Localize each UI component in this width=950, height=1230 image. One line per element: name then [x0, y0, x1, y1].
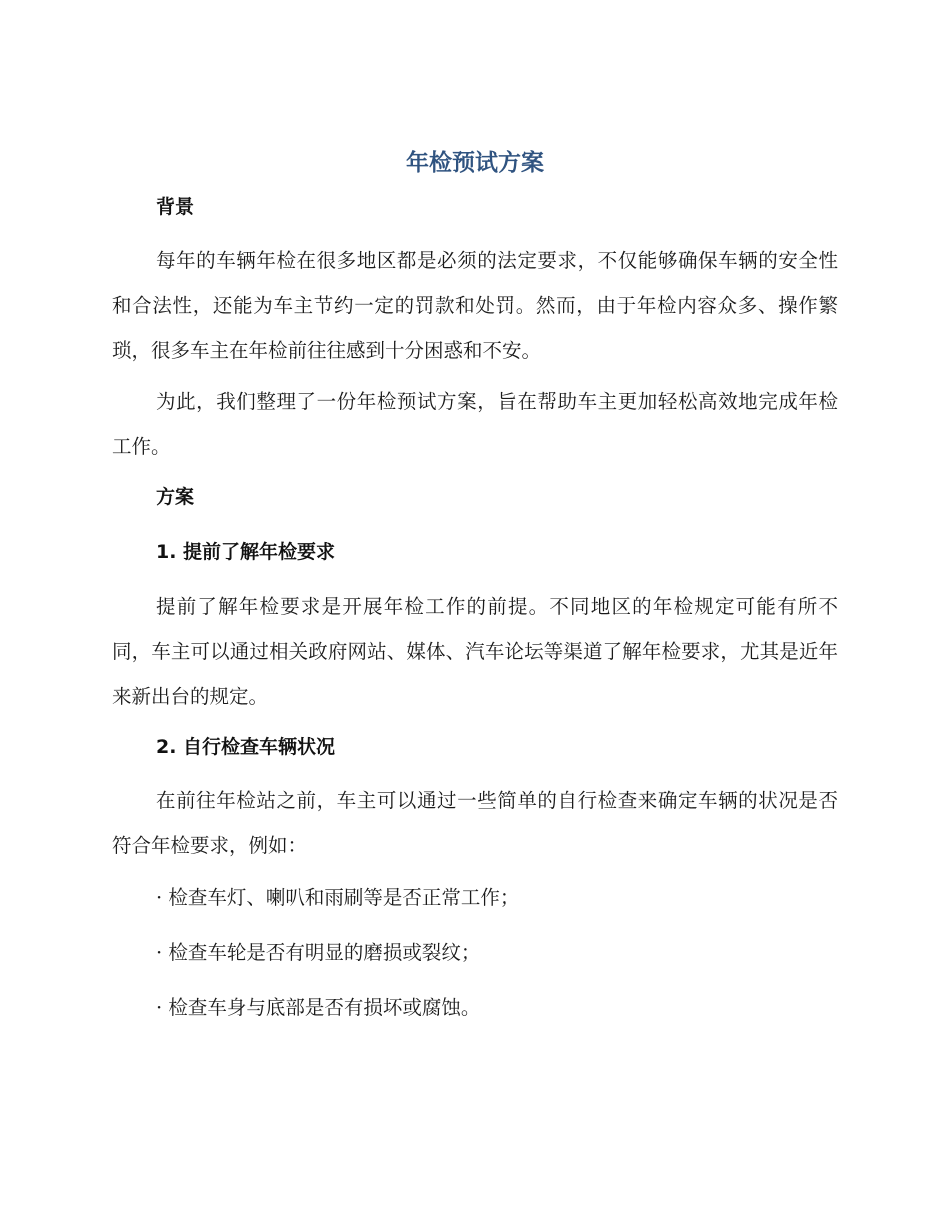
subsection-1-paragraph: 提前了解年检要求是开展年检工作的前提。不同地区的年检规定可能有所不同，车主可以通过相关政府网站、媒体、汽车论坛等渠道了解年检要求，尤其是近年来新出台的规定。 [112, 595, 838, 708]
subsection-heading-1: 1. 提前了解年检要求 [156, 541, 336, 563]
section-heading-background: 背景 [156, 196, 195, 218]
checklist-item: · 检查车身与底部是否有损坏或腐蚀。 [156, 996, 481, 1019]
subsection-2-paragraph: 在前往年检站之前，车主可以通过一些简单的自行检查来确定车辆的状况是否符合年检要求，例如： [112, 789, 838, 857]
section-heading-plan: 方案 [156, 486, 195, 508]
background-paragraph-1: 每年的车辆年检在很多地区都是必须的法定要求，不仅能够确保车辆的安全性和合法性，还能为车主节约一定的罚款和处罚。然而，由于年检内容众多、操作繁琐，很多车主在年检前往往感到十分困惑和不安。 [112, 249, 838, 362]
document-title: 年检预试方案 [406, 150, 544, 176]
checklist-item: · 检查车灯、喇叭和雨刷等是否正常工作； [156, 886, 520, 909]
subsection-heading-2: 2. 自行检查车辆状况 [156, 736, 336, 758]
background-paragraph-2: 为此，我们整理了一份年检预试方案，旨在帮助车主更加轻松高效地完成年检工作。 [112, 390, 838, 458]
checklist-item: · 检查车轮是否有明显的磨损或裂纹； [156, 941, 481, 964]
